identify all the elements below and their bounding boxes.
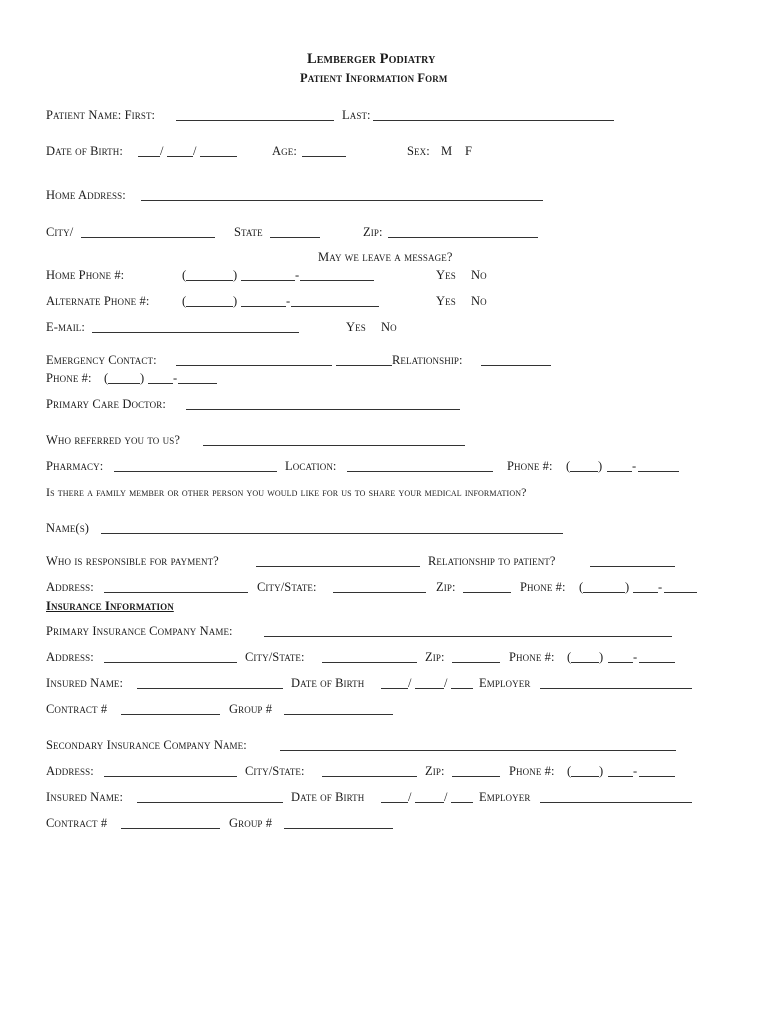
secondary-employer-label: Employer: [479, 790, 531, 804]
phone-dash: -: [658, 580, 663, 594]
primary-insurance-phone-line-field[interactable]: [639, 662, 675, 663]
responsible-payment-label: Who is responsible for payment?: [46, 554, 219, 568]
phone-paren: ): [233, 294, 238, 308]
primary-insurance-city-state-field[interactable]: [322, 662, 417, 663]
primary-employer-field[interactable]: [540, 688, 692, 689]
secondary-insurance-address-field[interactable]: [104, 776, 237, 777]
pharmacy-field[interactable]: [114, 471, 277, 472]
phone-dash: -: [286, 294, 291, 308]
secondary-insurance-phone-prefix-field[interactable]: [608, 776, 633, 777]
email-message-yes[interactable]: Yes: [346, 320, 366, 334]
secondary-insured-name-label: Insured Name:: [46, 790, 124, 804]
phone-paren: (: [567, 764, 572, 778]
pharmacy-location-label: Location:: [285, 459, 337, 473]
phone-dash: -: [173, 371, 178, 385]
primary-group-label: Group #: [229, 702, 273, 716]
pharmacy-phone-line-field[interactable]: [638, 471, 679, 472]
home-message-no[interactable]: No: [471, 268, 487, 282]
responsible-relationship-field[interactable]: [590, 566, 675, 567]
secondary-insurance-address-label: Address:: [46, 764, 94, 778]
dob-year-field[interactable]: [200, 156, 237, 157]
alternate-phone-area-field[interactable]: [186, 306, 233, 307]
dob-slash: /: [160, 144, 164, 158]
alternate-message-yes[interactable]: Yes: [436, 294, 456, 308]
secondary-insurance-zip-label: Zip:: [425, 764, 445, 778]
primary-insurance-city-state-label: City/State:: [245, 650, 305, 664]
emergency-phone-prefix-field[interactable]: [148, 383, 173, 384]
emergency-contact-label: Emergency Contact:: [46, 353, 157, 367]
primary-contract-label: Contract #: [46, 702, 108, 716]
sex-option-f[interactable]: F: [465, 144, 473, 158]
last-name-field[interactable]: [373, 120, 614, 121]
dob-month-field[interactable]: [138, 156, 160, 157]
form-title: Patient Information Form: [300, 71, 448, 85]
home-address-field[interactable]: [141, 200, 543, 201]
dob-slash: /: [193, 144, 197, 158]
dob-label: Date of Birth:: [46, 144, 123, 158]
secondary-contract-label: Contract #: [46, 816, 108, 830]
zip-label: Zip:: [363, 225, 383, 239]
responsible-zip-label: Zip:: [436, 580, 456, 594]
zip-field[interactable]: [388, 237, 538, 238]
pharmacy-phone-label: Phone #:: [507, 459, 553, 473]
primary-insurance-zip-field[interactable]: [452, 662, 500, 663]
age-label: Age:: [272, 144, 297, 158]
alternate-phone-label: Alternate Phone #:: [46, 294, 150, 308]
phone-paren: (: [182, 268, 187, 282]
phone-paren: ): [233, 268, 238, 282]
phone-paren: (: [104, 371, 109, 385]
city-field[interactable]: [81, 237, 215, 238]
secondary-insurance-phone-label: Phone #:: [509, 764, 555, 778]
phone-paren: ): [625, 580, 630, 594]
home-phone-prefix-field[interactable]: [241, 280, 295, 281]
share-info-question: Is there a family member or other person you would like for us to share your medical information?: [46, 485, 527, 499]
phone-paren: (: [567, 650, 572, 664]
pharmacy-location-field[interactable]: [347, 471, 493, 472]
alternate-message-no[interactable]: No: [471, 294, 487, 308]
responsible-relationship-label: Relationship to patient?: [428, 554, 556, 568]
home-address-label: Home Address:: [46, 188, 126, 202]
secondary-insurance-city-state-field[interactable]: [322, 776, 417, 777]
practice-name: Lemberger Podiatry: [307, 51, 436, 67]
primary-insurance-address-label: Address:: [46, 650, 94, 664]
phone-paren: (: [566, 459, 571, 473]
pharmacy-phone-prefix-field[interactable]: [607, 471, 632, 472]
dob-slash: /: [444, 676, 448, 690]
last-name-label: Last:: [342, 108, 371, 122]
insurance-section-heading: Insurance Information: [46, 599, 174, 613]
referral-label: Who referred you to us?: [46, 433, 180, 447]
primary-insured-name-label: Insured Name:: [46, 676, 124, 690]
secondary-insurance-company-label: Secondary Insurance Company Name:: [46, 738, 247, 752]
primary-insurance-zip-label: Zip:: [425, 650, 445, 664]
home-phone-area-field[interactable]: [186, 280, 233, 281]
emergency-phone-area-field[interactable]: [108, 383, 140, 384]
secondary-insured-dob-label: Date of Birth: [291, 790, 365, 804]
responsible-phone-line-field[interactable]: [664, 592, 697, 593]
age-field[interactable]: [302, 156, 346, 157]
emergency-phone-label: Phone #:: [46, 371, 92, 385]
primary-employer-label: Employer: [479, 676, 531, 690]
secondary-insurance-phone-line-field[interactable]: [639, 776, 675, 777]
secondary-employer-field[interactable]: [540, 802, 692, 803]
alternate-phone-prefix-field[interactable]: [241, 306, 286, 307]
responsible-city-state-field[interactable]: [333, 592, 426, 593]
city-label: City/: [46, 225, 74, 239]
phone-dash: -: [632, 459, 637, 473]
primary-insured-dob-label: Date of Birth: [291, 676, 365, 690]
state-label: State: [234, 225, 263, 239]
primary-insured-name-field[interactable]: [137, 688, 283, 689]
phone-dash: -: [633, 650, 638, 664]
responsible-city-state-label: City/State:: [257, 580, 317, 594]
phone-paren: ): [140, 371, 145, 385]
home-message-yes[interactable]: Yes: [436, 268, 456, 282]
dob-slash: /: [444, 790, 448, 804]
secondary-insurance-zip-field[interactable]: [452, 776, 500, 777]
responsible-address-field[interactable]: [104, 592, 248, 593]
phone-paren: ): [599, 650, 604, 664]
emergency-relationship-label: Relationship:: [392, 353, 463, 367]
pharmacy-label: Pharmacy:: [46, 459, 104, 473]
names-field[interactable]: [101, 533, 563, 534]
phone-dash: -: [295, 268, 300, 282]
secondary-insurance-phone-area-field[interactable]: [571, 776, 599, 777]
primary-contract-field[interactable]: [121, 714, 220, 715]
primary-insured-dob-day-field[interactable]: [415, 688, 444, 689]
responsible-zip-field[interactable]: [463, 592, 511, 593]
leave-message-question: May we leave a message?: [318, 250, 453, 264]
email-field[interactable]: [92, 332, 299, 333]
sex-option-m[interactable]: M: [441, 144, 453, 158]
responsible-phone-label: Phone #:: [520, 580, 566, 594]
alternate-phone-line-field[interactable]: [291, 306, 379, 307]
responsible-phone-prefix-field[interactable]: [633, 592, 658, 593]
primary-insurance-phone-prefix-field[interactable]: [608, 662, 633, 663]
emergency-contact-field[interactable]: [176, 365, 332, 366]
emergency-phone-line-field[interactable]: [178, 383, 217, 384]
secondary-group-label: Group #: [229, 816, 273, 830]
dob-slash: /: [408, 790, 412, 804]
responsible-payment-field[interactable]: [256, 566, 420, 567]
secondary-insurance-city-state-label: City/State:: [245, 764, 305, 778]
secondary-insured-dob-month-field[interactable]: [381, 802, 408, 803]
email-label: E-mail:: [46, 320, 85, 334]
primary-insurance-phone-area-field[interactable]: [571, 662, 599, 663]
phone-dash: -: [633, 764, 638, 778]
primary-insured-dob-year-field[interactable]: [451, 688, 473, 689]
first-name-label: Patient Name: First:: [46, 108, 156, 122]
primary-insurance-company-field[interactable]: [264, 636, 672, 637]
secondary-insured-dob-day-field[interactable]: [415, 802, 444, 803]
first-name-field[interactable]: [176, 120, 334, 121]
secondary-insured-dob-year-field[interactable]: [451, 802, 473, 803]
sex-label: Sex:: [407, 144, 430, 158]
primary-insurance-address-field[interactable]: [104, 662, 237, 663]
phone-paren: ): [599, 764, 604, 778]
names-label: Name(s): [46, 521, 90, 535]
secondary-insured-name-field[interactable]: [137, 802, 283, 803]
primary-care-label: Primary Care Doctor:: [46, 397, 166, 411]
dob-slash: /: [408, 676, 412, 690]
state-field[interactable]: [270, 237, 320, 238]
primary-insurance-company-label: Primary Insurance Company Name:: [46, 624, 233, 638]
email-message-no[interactable]: No: [381, 320, 397, 334]
home-phone-line-field[interactable]: [300, 280, 374, 281]
home-phone-label: Home Phone #:: [46, 268, 125, 282]
referral-field[interactable]: [203, 445, 465, 446]
secondary-contract-field[interactable]: [121, 828, 220, 829]
responsible-address-label: Address:: [46, 580, 94, 594]
phone-paren: (: [182, 294, 187, 308]
emergency-relationship-field[interactable]: [481, 365, 551, 366]
phone-paren: ): [598, 459, 603, 473]
secondary-group-field[interactable]: [284, 828, 393, 829]
emergency-contact-field-extra[interactable]: [336, 365, 392, 366]
phone-paren: (: [579, 580, 584, 594]
responsible-phone-area-field[interactable]: [583, 592, 625, 593]
pharmacy-phone-area-field[interactable]: [570, 471, 598, 472]
dob-day-field[interactable]: [167, 156, 193, 157]
primary-insured-dob-month-field[interactable]: [381, 688, 408, 689]
primary-care-field[interactable]: [186, 409, 460, 410]
primary-insurance-phone-label: Phone #:: [509, 650, 555, 664]
primary-group-field[interactable]: [284, 714, 393, 715]
secondary-insurance-company-field[interactable]: [280, 750, 676, 751]
